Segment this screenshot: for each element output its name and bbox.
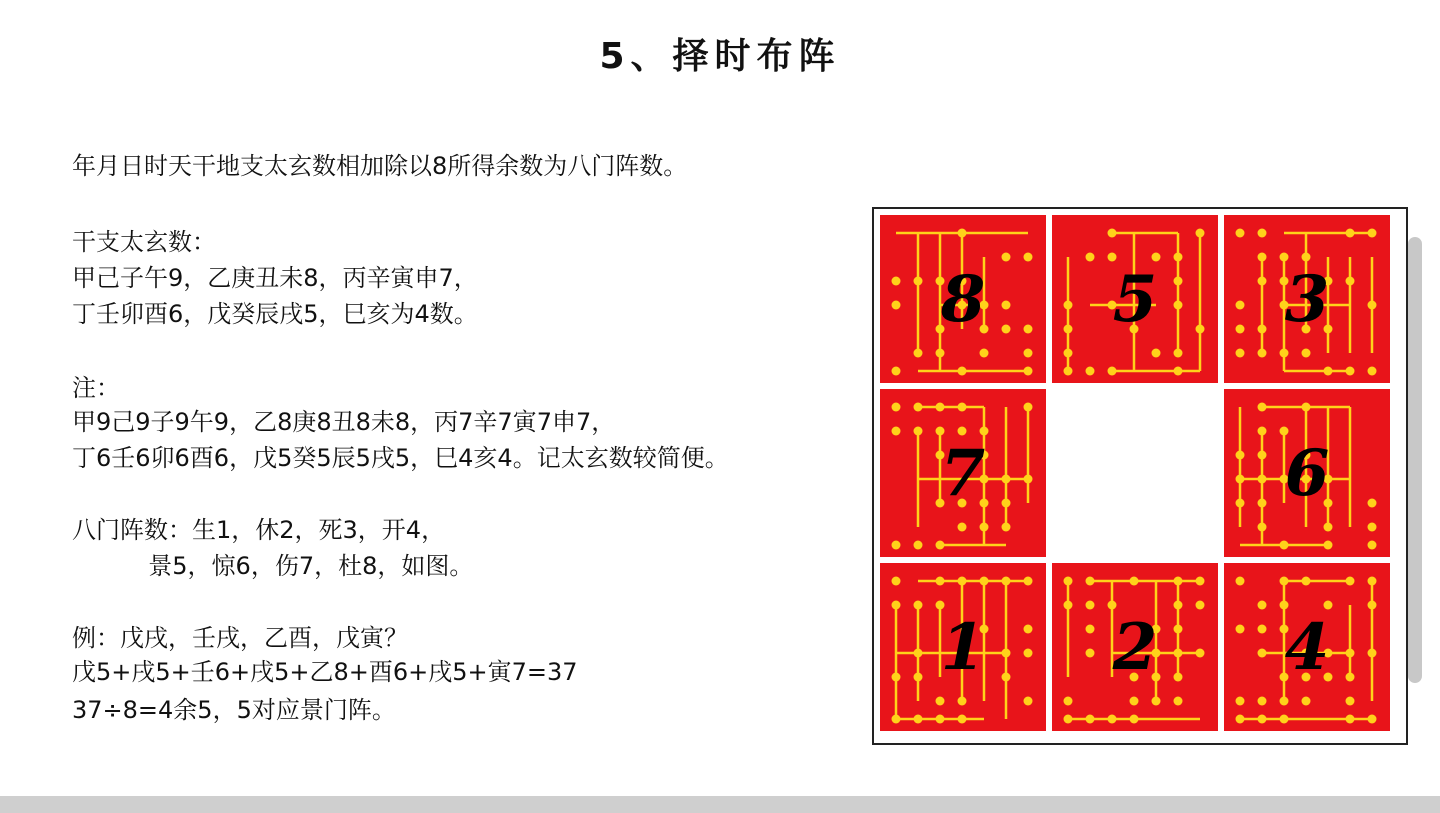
grid-cell <box>880 563 1046 731</box>
bamen-line-1: 八门阵数：生1，休2，死3，开4， <box>72 516 446 544</box>
bottom-bar <box>0 796 1440 813</box>
bamen-line-2: 景5，惊6，伤7，杜8，如图。 <box>72 552 474 580</box>
cell-number: 3 <box>1284 261 1330 337</box>
cell-number: 1 <box>940 609 986 685</box>
vertical-scrollbar[interactable] <box>1408 237 1422 683</box>
ganzhi-line-1: 甲己子午9，乙庚丑未8，丙辛寅申7， <box>72 264 478 292</box>
note-line-2: 丁6壬6卯6酉6，戊5癸5辰5戌5，巳4亥4。记太玄数较简便。 <box>72 444 729 472</box>
grid-cell <box>1052 563 1218 731</box>
grid-cell <box>1052 215 1218 383</box>
cell-number: 8 <box>940 261 986 337</box>
grid-cell <box>880 389 1046 557</box>
grid-cell <box>1224 563 1390 731</box>
cell-number: 7 <box>940 435 986 511</box>
grid-center-empty <box>1052 389 1218 557</box>
example-calc: 戊5+戌5+壬6+戌5+乙8+酉6+戌5+寅7=37 <box>72 658 578 686</box>
cell-number: 2 <box>1112 609 1158 685</box>
page-title: 5、择时布阵 <box>599 36 841 77</box>
grid-cell <box>1224 215 1390 383</box>
cell-number: 4 <box>1284 609 1330 685</box>
cell-number: 6 <box>1284 435 1330 511</box>
grid-cell <box>1224 389 1390 557</box>
note-heading: 注： <box>72 374 120 402</box>
bamen-formation-grid <box>872 207 1408 745</box>
intro-line: 年月日时天干地支太玄数相加除以8所得余数为八门阵数。 <box>72 152 688 180</box>
example-heading: 例：戊戌，壬戌，乙酉，戊寅？ <box>72 624 408 652</box>
ganzhi-line-2: 丁壬卯酉6，戊癸辰戌5，巳亥为4数。 <box>72 300 478 328</box>
cell-number: 5 <box>1112 261 1158 337</box>
example-result: 37÷8=4余5，5对应景门阵。 <box>72 696 396 724</box>
ganzhi-heading: 干支太玄数： <box>72 228 216 256</box>
grid-cell <box>880 215 1046 383</box>
note-line-1: 甲9己9子9午9，乙8庚8丑8未8，丙7辛7寅7申7， <box>72 408 616 436</box>
